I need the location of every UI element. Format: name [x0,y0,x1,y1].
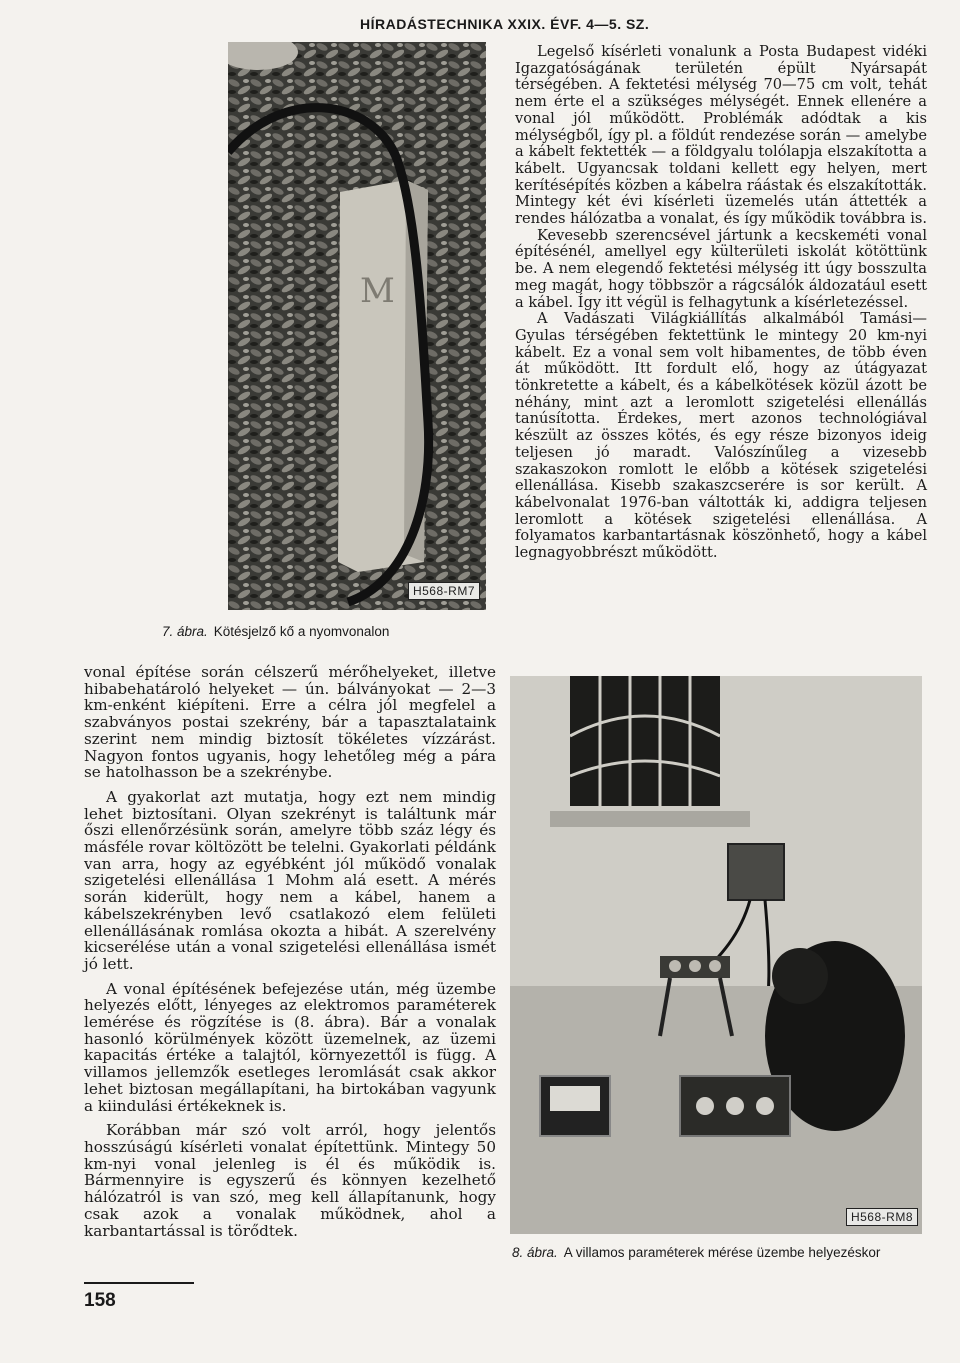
measurement-scene-illustration [510,676,922,1234]
paragraph: Korábban már szó volt arról, hogy jelentős hosszúságú kísérleti vonalat építettünk. Mintegy 50 km-nyi vonal jelenleg is él és működik is. Bármennyire is egyszerű és könnyen kezelhető hálózatról is van szó, meg kell állapítanunk, hogy csak azok a vonalak működnek, ahol a karbantartással is törődtek. [84,1121,496,1240]
running-head: HÍRADÁSTECHNIKA XXIX. ÉVF. 4—5. SZ. [360,16,650,32]
figure-8-tag: H568-RM8 [846,1208,918,1226]
paragraph: A vonal építésének befejezése után, még üzembe helyezés előtt, lényeges az elektromos paraméterek lemérése és rögzítése is (8. ábra). Bár a vonalak hasonló körülmények között üzemelnek, az üzemi kapacitás értéke a talajtól, környezettől is függ. A villamos jellemzők esetleges leromlását csak akkor lehet biztosan megállapítani, ha birtokában vagyunk a kiindulási értékeknek is. [84,979,496,1115]
right-column-text [515,44,927,562]
paragraph: Legelső kísérleti vonalunk a Posta Budapest vidéki Igazgatóságának területén épült Nyársapát térségében. A fektetési mélység 70—75 cm volt, tehát nem érte el a szükséges mélységét. Ennek ellenére a vonal jól működött. Problémák adódtak a kis mélységből, így pl. a földút rendezése során — amelybe a kábelt fektették — a földgyalu tolólapja elszakította a kábelt. Ugyancsak toldani kellett egy helyen, mert kerítésépítés közben a kábelra ráástak és elszakították. Mintegy két évi kísérleti üzemelés után áttették a rendes hálózatba a vonalat, és így működik továbbra is. [515,43,927,228]
figure-8-caption-text: A villamos paraméterek mérése üzembe helyezéskor [563,1245,881,1260]
paragraph: Kevesebb szerencsével jártunk a kecskeméti vonal építésénél, amellyel egy külterületi iskolát kötöttünk be. A nem elegendő fektetési mélység itt úgy bosszulta meg magát, hogy többször a rágcsálók áldozatául esett a kábel. Így itt végül is felhagytunk a kísérletezéssel. [515,226,927,311]
figure-7-tag: H568-RM7 [408,582,480,600]
paragraph: A gyakorlat azt mutatja, hogy ezt nem mindig lehet biztosítani. Olyan szekrényt is találtunk már őszi ellenőrzésünk során, amelyre több száz légy és másféle rovar költözött be telelni. Gyakorlati példánk van arra, hogy az egyébként jól működő vonalak szigetelési ellenállása 1 Mohm alá esett. A mérés során kiderült, hogy nem a kábel, hanem a kábelszekrényben levő csatlakozó elem felületi ellenállásának romlása okozta a hibát. A szerelvény kicserélése után a vonal szigetelési ellenállása ismét jó lett. [84,787,496,973]
figure-7-number: 7. ábra. [162,624,208,639]
figure-7-caption-text: Kötésjelző kő a nyomvonalon [213,624,390,639]
left-column-text [84,664,496,1239]
stone-marker-illustration [228,42,486,610]
stone-engraving: M [360,271,395,311]
figure-8-photo [510,676,922,1234]
page-number: 158 [84,1282,194,1312]
figure-7-photo [228,42,486,610]
paragraph: A Vadászati Világkiállítás alkalmából Tamási—Gyulas térségében fektettünk le mintegy 20 km-nyi kábelt. Ez a vonal sem volt hibamentes, de több éven át működött. Itt fordult elő, hogy az útágyazat tönkretette a kábelt, és a kábelkötések közül ázott be néhány, mint azt a leromlott szigetelési ellenállás tanúsította. Érdekes, mert azonos technológiával készült az összes kötés, és egy része bizonyos ideig teljesen jó maradt. Valószínűleg a vizesebb szakaszokon romlott le előbb a kötések szigetelési ellenállása. Kisebb szakaszcserére is sor került. A kábelvonalat 1976-ban váltották ki, addigra teljesen leromlott a kötések szigetelési ellenállása. A folyamatos karbantartásnak köszönhető, hogy a kábel legnagyobbrészt működött. [515,310,927,562]
figure-8-number: 8. ábra. [512,1245,558,1260]
figure-7-caption [162,624,389,639]
paragraph: vonal építése során célszerű mérőhelyeket, illetve hibabehatároló helyeket — ún. bálványokat — 2—3 km-enként kiépíteni. Erre a célra jól megfelel a szabványos postai szekrény, bár a tapasztalataink szerint nem mindig biztosít tökéletes vízzárást. Nagyon fontos ugyanis, hogy lehetőleg még a pára se hatolhasson be a szekrénybe. [84,663,496,782]
figure-8-caption [512,1245,880,1260]
